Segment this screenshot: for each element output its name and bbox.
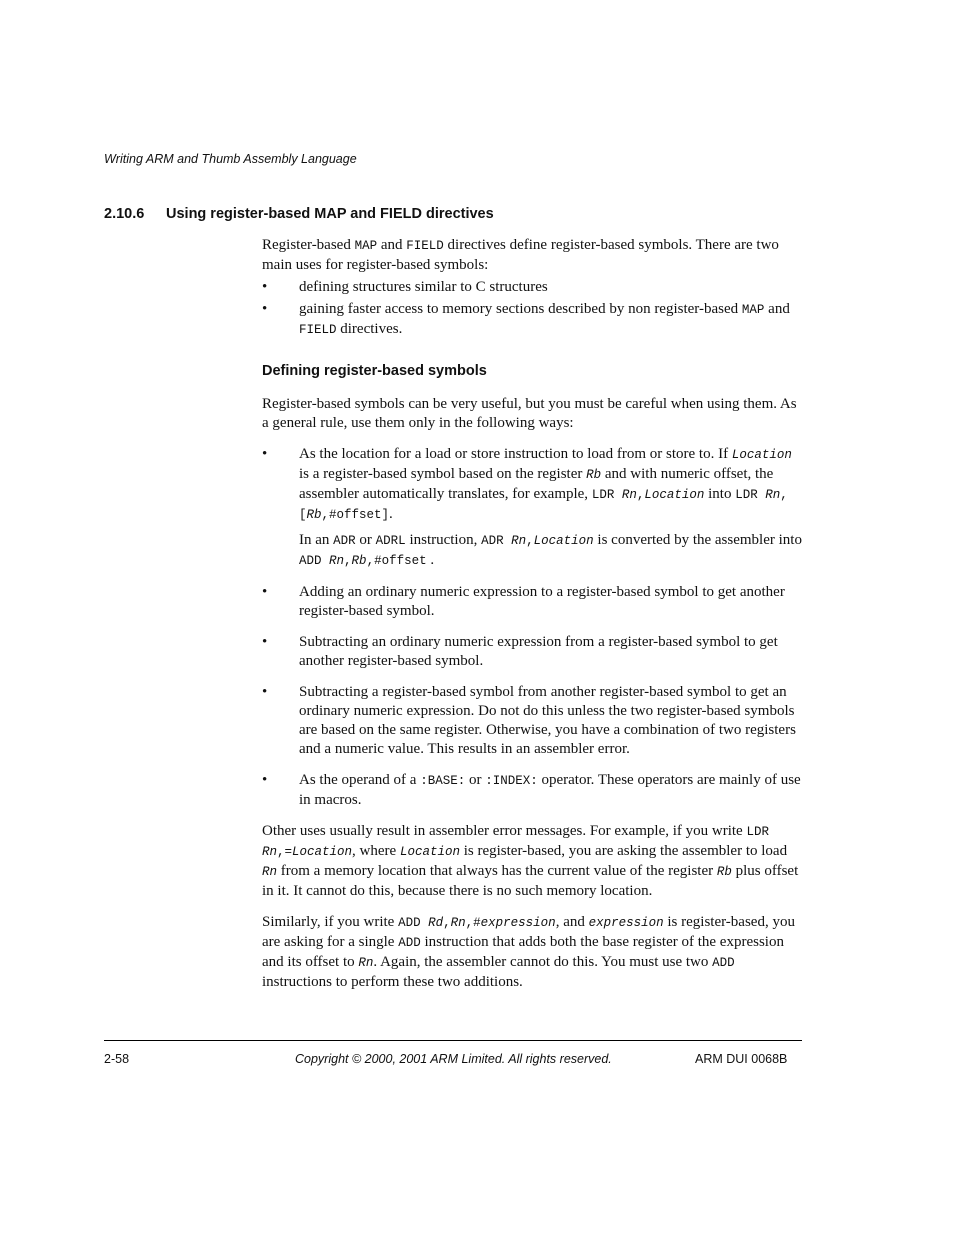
text-run: is converted by the assembler into — [593, 532, 802, 548]
text-run: instruction that adds both the base register of the expression and its offset to — [262, 934, 784, 970]
code-run: ,# — [465, 916, 481, 930]
code-add: ADD — [398, 936, 421, 950]
text-run: and — [764, 301, 790, 317]
text-run: , where — [352, 843, 400, 859]
code-adr: ADR — [333, 534, 356, 548]
bullet: • — [262, 634, 268, 650]
code-location: Location — [731, 448, 792, 462]
text-run: is register-based, you are asking for a single — [262, 914, 795, 950]
text-run: . — [389, 506, 393, 522]
bullet: • — [262, 584, 268, 600]
text-run: or — [355, 532, 376, 548]
bullet: • — [262, 279, 268, 295]
similarly-paragraph — [262, 913, 804, 992]
bullet: • — [262, 772, 268, 788]
list-item — [262, 583, 804, 621]
text-run: Other uses usually result in assembler error messages. For example, if you write — [262, 823, 747, 839]
list-item — [262, 771, 804, 810]
text-run: from a memory location that always has the current value of the register — [277, 863, 717, 879]
code-rn: Rn — [262, 865, 278, 879]
code-run: ,#offset] — [321, 508, 390, 522]
code-run: Location — [644, 488, 705, 502]
code-run: expression — [480, 916, 556, 930]
code-run: ADD — [299, 554, 330, 568]
code-run: Rn — [262, 845, 278, 859]
rule-text: Adding an ordinary numeric expression to a register-based symbol to get another register-based symbol. — [299, 584, 785, 619]
text-run: instructions to perform these two additions. — [262, 974, 523, 990]
bullet: • — [262, 684, 268, 700]
rule-subtext — [299, 531, 804, 571]
text-run: directives. — [336, 321, 403, 337]
copyright-notice: Copyright © 2000, 2001 ARM Limited. All rights reserved. — [295, 1052, 612, 1066]
code-ldr-example — [592, 488, 705, 502]
bullet: • — [262, 446, 268, 462]
section-number: 2.10.6 — [104, 206, 145, 222]
code-run: ,#offset — [366, 554, 427, 568]
code-run: Location — [533, 534, 594, 548]
code-run: ADR — [481, 534, 512, 548]
text-run: is a register-based symbol based on the register — [299, 466, 587, 482]
code-run: , — [526, 534, 534, 548]
code-rn: Rn — [358, 956, 374, 970]
code-run: Rn — [511, 534, 527, 548]
code-run: LDR — [746, 825, 769, 839]
code-run: , — [443, 916, 451, 930]
section-title: Using register-based MAP and FIELD directives — [166, 206, 494, 222]
text-run: and with numeric offset, the assembler automatically translates, for example, — [299, 466, 774, 502]
code-map: MAP — [741, 303, 765, 317]
code-run: Rn — [621, 488, 637, 502]
section-heading — [104, 206, 494, 222]
code-add-example — [398, 916, 556, 930]
text-run: or — [465, 772, 486, 788]
code-rb: Rb — [586, 468, 602, 482]
text-run: Register-based — [262, 237, 355, 253]
code-run: , — [344, 554, 352, 568]
code-run: Rn — [450, 916, 466, 930]
code-location: Location — [399, 845, 460, 859]
text-run: . — [426, 552, 435, 568]
code-run: Rn — [329, 554, 345, 568]
list-item — [262, 278, 804, 297]
body-text — [262, 236, 804, 992]
code-base: :BASE: — [420, 774, 466, 788]
code-field: FIELD — [406, 239, 444, 253]
code-run: ,[ — [299, 488, 788, 522]
text-run: . Again, the assembler cannot do this. You must use two — [373, 954, 713, 970]
text-run: gaining faster access to memory sections described by non register-based — [299, 301, 742, 317]
code-run: Location — [292, 845, 353, 859]
code-run: LDR — [735, 488, 766, 502]
code-run: Rd — [428, 916, 444, 930]
text-run: operator. These operators are mainly of use in macros. — [299, 772, 801, 808]
text-run: is register-based, you are asking the assembler to load — [459, 843, 788, 859]
code-adrl: ADRL — [375, 534, 406, 548]
text-run: As the operand of a — [299, 772, 421, 788]
list-item — [262, 683, 804, 759]
text-run: instruction, — [405, 532, 482, 548]
intro-paragraph — [262, 236, 804, 275]
code-rb: Rb — [716, 865, 732, 879]
text-run: Similarly, if you write — [262, 914, 399, 930]
code-add-translated — [299, 554, 427, 568]
code-map: MAP — [354, 239, 378, 253]
rules-intro: Register-based symbols can be very useful, but you must be careful when using them. As a general rule, use them only in the following ways: — [262, 396, 797, 431]
text-run: into — [704, 486, 736, 502]
footer-rule — [104, 1040, 802, 1041]
code-run: , — [636, 488, 645, 502]
list-item — [262, 300, 804, 340]
document-id: ARM DUI 0068B — [695, 1052, 788, 1066]
code-expression: expression — [588, 916, 664, 930]
page-number: 2-58 — [104, 1052, 130, 1066]
code-run: ,= — [277, 845, 293, 859]
uses-list — [262, 278, 804, 340]
running-header: Writing ARM and Thumb Assembly Language — [104, 152, 357, 166]
text-run: defining structures similar to C structures — [299, 279, 548, 295]
text-run: directives define register-based symbols. There are two main uses for register-based symbols: — [262, 237, 779, 273]
text-run: plus offset in it. It cannot do this, because there is no such memory location. — [262, 863, 799, 899]
list-item — [262, 445, 804, 571]
rule-text: Subtracting an ordinary numeric expression from a register-based symbol to get another register-based symbol. — [299, 634, 778, 669]
code-run: Rb — [351, 554, 367, 568]
code-add: ADD — [712, 956, 735, 970]
code-index: :INDEX: — [485, 774, 538, 788]
code-run: Rb — [306, 508, 322, 522]
bullet: • — [262, 301, 268, 317]
text-run: As the location for a load or store instruction to load from or store to. If — [299, 446, 732, 462]
text-run: In an — [299, 532, 334, 548]
code-run: LDR — [591, 488, 622, 502]
code-run: ADD — [398, 916, 429, 930]
other-uses-paragraph — [262, 822, 804, 901]
list-item — [262, 633, 804, 671]
code-adr-example — [481, 534, 594, 548]
code-field: FIELD — [299, 323, 337, 337]
rule-text — [299, 445, 804, 525]
subsection-heading: Defining register-based symbols — [262, 363, 487, 379]
text-run: , and — [555, 914, 589, 930]
rule-text: Subtracting a register-based symbol from another register-based symbol to get an ordinary numeric expression. Do not do this unless the two register-based symbols are based on the same register. Otherwise, you have a combination of two registers and a numeric value. This results in an assembler error. — [299, 684, 796, 757]
text-run: and — [377, 237, 407, 253]
code-run: Rn — [765, 488, 781, 502]
rules-list — [262, 445, 804, 810]
